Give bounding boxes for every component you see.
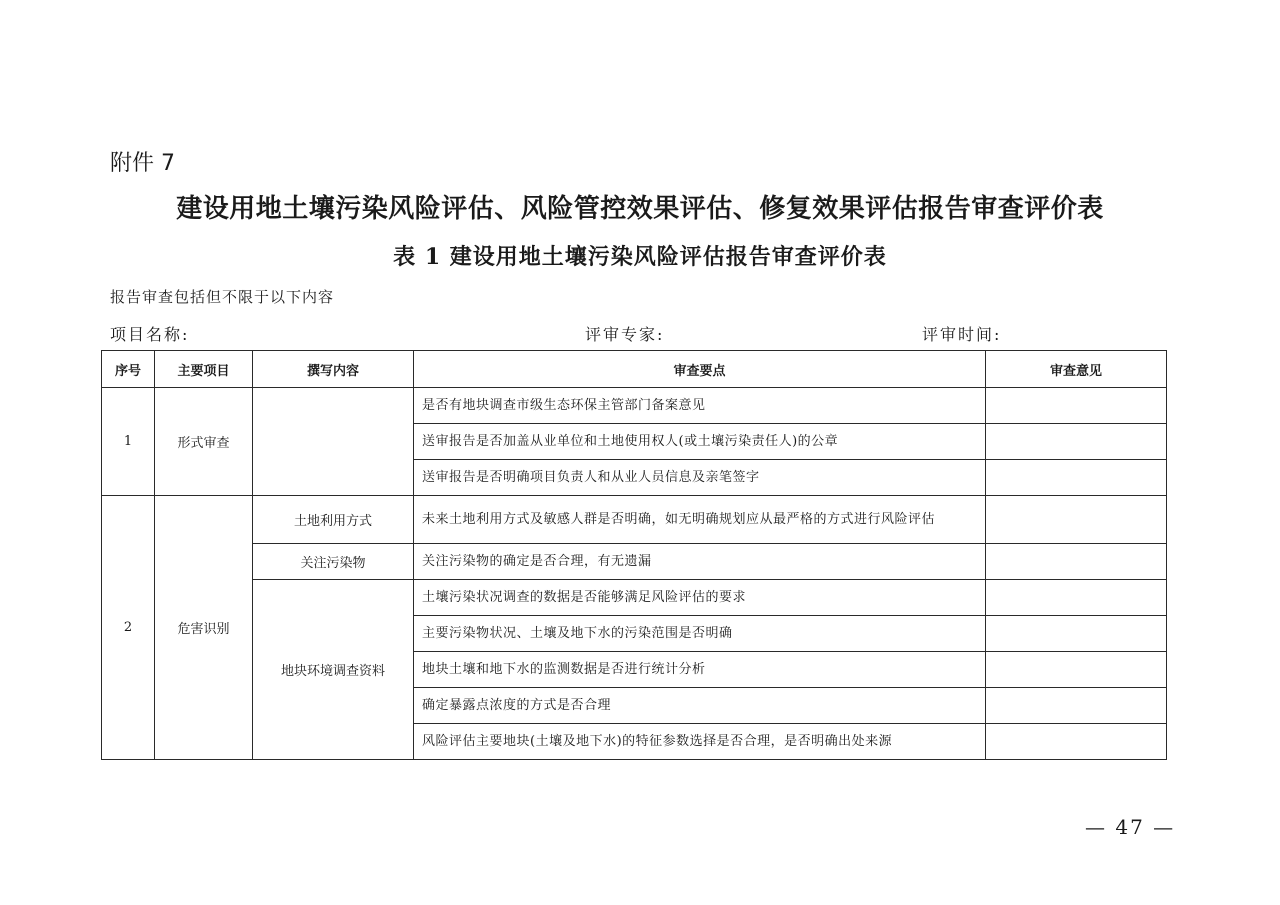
expert-label: 评审专家: — [585, 325, 665, 344]
key-point: 是否有地块调查市级生态环保主管部门备案意见 — [414, 388, 986, 424]
opinion-cell — [986, 388, 1167, 424]
content-cell: 土地利用方式 — [253, 496, 414, 544]
table-row — [102, 496, 1167, 544]
content-cell: 关注污染物 — [253, 544, 414, 580]
opinion-cell — [986, 460, 1167, 496]
page-number: — 47 — — [1085, 815, 1176, 839]
key-point: 送审报告是否加盖从业单位和土地使用权人(或土壤污染责任人)的公章 — [414, 424, 986, 460]
opinion-cell — [986, 652, 1167, 688]
key-point: 确定暴露点浓度的方式是否合理 — [414, 688, 986, 724]
content-cell: 地块环境调查资料 — [253, 580, 414, 760]
header-key-points: 审查要点 — [414, 351, 986, 388]
main-title: 建设用地土壤污染风险评估、风险管控效果评估、修复效果评估报告审查评价表 — [176, 194, 1104, 224]
key-point: 未来土地利用方式及敏感人群是否明确，如无明确规划应从最严格的方式进行风险评估 — [414, 496, 986, 544]
opinion-cell — [986, 616, 1167, 652]
table-title: 表 1 建设用地土壤污染风险评估报告审查评价表 — [393, 244, 887, 270]
opinion-cell — [986, 544, 1167, 580]
key-point: 风险评估主要地块(土壤及地下水)的特征参数选择是否合理，是否明确出处来源 — [414, 724, 986, 760]
key-point: 关注污染物的确定是否合理，有无遗漏 — [414, 544, 986, 580]
opinion-cell — [986, 688, 1167, 724]
main-project: 形式审查 — [155, 388, 253, 496]
main-project: 危害识别 — [155, 496, 253, 760]
table-row — [102, 580, 1167, 616]
attachment-label: 附件 7 — [110, 151, 175, 176]
opinion-cell — [986, 580, 1167, 616]
scope-note: 报告审查包括但不限于以下内容 — [110, 288, 335, 306]
opinion-cell — [986, 424, 1167, 460]
review-table — [101, 350, 1167, 760]
header-project: 主要项目 — [155, 351, 253, 388]
key-point: 送审报告是否明确项目负责人和从业人员信息及亲笔签字 — [414, 460, 986, 496]
key-point: 土壤污染状况调查的数据是否能够满足风险评估的要求 — [414, 580, 986, 616]
row-number: 1 — [102, 388, 155, 496]
review-time-label: 评审时间: — [922, 325, 1002, 344]
table-row — [102, 388, 1167, 424]
project-name-label: 项目名称: — [110, 325, 190, 344]
header-no: 序号 — [102, 351, 155, 388]
content-cell — [253, 388, 414, 496]
table-header-row — [102, 351, 1167, 388]
row-number: 2 — [102, 496, 155, 760]
table-row — [102, 544, 1167, 580]
key-point: 地块土壤和地下水的监测数据是否进行统计分析 — [414, 652, 986, 688]
opinion-cell — [986, 724, 1167, 760]
opinion-cell — [986, 496, 1167, 544]
header-content: 撰写内容 — [253, 351, 414, 388]
key-point: 主要污染物状况、土壤及地下水的污染范围是否明确 — [414, 616, 986, 652]
header-opinion: 审查意见 — [986, 351, 1167, 388]
